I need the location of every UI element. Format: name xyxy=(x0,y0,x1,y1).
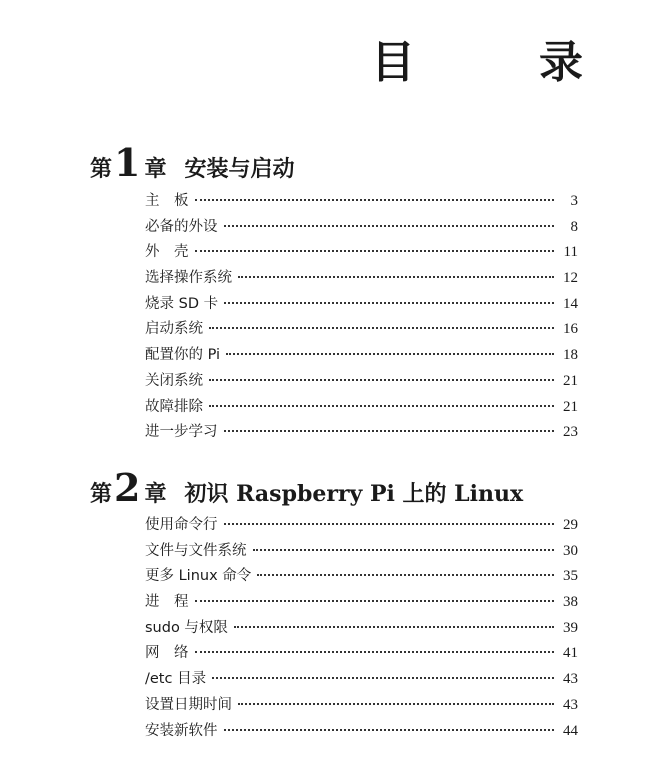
chapter-suffix: 章 xyxy=(144,156,167,182)
dot-leader xyxy=(234,626,554,628)
dot-leader xyxy=(195,250,555,252)
dot-leader xyxy=(209,379,554,381)
page-title: 目 录 xyxy=(371,37,623,88)
dot-leader xyxy=(257,574,554,576)
toc-label: 更多 Linux 命令 xyxy=(145,568,252,585)
toc-label: 文件与文件系统 xyxy=(145,542,247,559)
toc-label: 关闭系统 xyxy=(145,372,203,389)
toc-label: sudo 与权限 xyxy=(145,619,228,636)
toc-page-number: 8 xyxy=(570,218,578,235)
toc-item[interactable] xyxy=(145,513,578,539)
toc-page-number: 21 xyxy=(563,398,578,415)
toc-page-number: 21 xyxy=(563,372,578,389)
toc-item[interactable] xyxy=(145,240,578,266)
toc-label: 必备的外设 xyxy=(145,218,218,235)
toc-page-number: 41 xyxy=(563,645,578,662)
toc-page-number: 43 xyxy=(563,671,578,688)
toc-item[interactable] xyxy=(145,590,578,616)
chapter-2-toc xyxy=(145,513,578,744)
chapter-title: 初识 Raspberry Pi 上的 Linux xyxy=(184,481,524,507)
toc-item[interactable] xyxy=(145,539,578,565)
toc-page-number: 18 xyxy=(563,347,578,364)
toc-page-number: 30 xyxy=(563,542,578,559)
toc-page-number: 43 xyxy=(563,696,578,713)
toc-page-number: 44 xyxy=(563,722,578,739)
toc-page-number: 38 xyxy=(563,594,578,611)
toc-item[interactable] xyxy=(145,189,578,215)
toc-page-number: 23 xyxy=(563,424,578,441)
dot-leader xyxy=(195,199,555,201)
dot-leader xyxy=(238,276,554,278)
toc-label: 设置日期时间 xyxy=(145,696,232,713)
toc-label: 配置你的 Pi xyxy=(145,347,221,364)
toc-item[interactable] xyxy=(145,317,578,343)
chapter-1-heading[interactable] xyxy=(90,140,295,185)
toc-item[interactable] xyxy=(145,719,578,745)
dot-leader xyxy=(224,225,555,227)
toc-label: 使用命令行 xyxy=(145,517,218,533)
toc-label: 网 络 xyxy=(145,645,189,662)
toc-page-number: 39 xyxy=(563,619,578,636)
chapter-suffix: 章 xyxy=(144,481,167,507)
chapter-number: 2 xyxy=(114,465,141,510)
dot-leader xyxy=(238,703,554,705)
toc-item[interactable] xyxy=(145,292,578,318)
toc-item[interactable] xyxy=(145,693,578,719)
toc-label: 安装新软件 xyxy=(145,722,218,739)
toc-item[interactable] xyxy=(145,215,578,241)
dot-leader xyxy=(195,651,555,653)
toc-item[interactable] xyxy=(145,343,578,369)
chapter-number: 1 xyxy=(114,140,141,185)
toc-page-number: 14 xyxy=(563,295,578,312)
toc-label: 外 壳 xyxy=(145,244,189,261)
chapter-title: 安装与启动 xyxy=(184,156,295,182)
toc-page-number: 16 xyxy=(563,321,578,338)
toc-item[interactable] xyxy=(145,369,578,395)
dot-leader xyxy=(224,729,555,731)
chapter-prefix: 第 xyxy=(90,481,113,507)
toc-label: /etc 目录 xyxy=(145,671,207,688)
chapter-2-heading[interactable] xyxy=(90,465,523,510)
toc-page-number: 11 xyxy=(563,244,578,261)
toc-label: 进一步学习 xyxy=(145,424,218,441)
dot-leader xyxy=(212,677,554,679)
dot-leader xyxy=(209,327,554,329)
dot-leader xyxy=(195,600,555,602)
toc-label: 故障排除 xyxy=(145,398,203,415)
toc-label: 启动系统 xyxy=(145,321,203,338)
toc-page-number: 12 xyxy=(563,270,578,287)
toc-label: 主 板 xyxy=(145,193,189,209)
dot-leader xyxy=(224,430,555,432)
toc-page-number: 35 xyxy=(563,568,578,585)
dot-leader xyxy=(226,353,554,355)
toc-label: 烧录 SD 卡 xyxy=(145,295,219,312)
toc-page-number: 3 xyxy=(570,193,578,209)
toc-page-number: 29 xyxy=(563,517,578,533)
dot-leader xyxy=(209,405,554,407)
chapter-prefix: 第 xyxy=(90,156,113,182)
dot-leader xyxy=(253,549,555,551)
toc-item[interactable] xyxy=(145,667,578,693)
toc-item[interactable] xyxy=(145,420,578,446)
toc-item[interactable] xyxy=(145,616,578,642)
toc-label: 进 程 xyxy=(145,594,189,611)
toc-item[interactable] xyxy=(145,266,578,292)
dot-leader xyxy=(224,302,554,304)
toc-item[interactable] xyxy=(145,395,578,421)
dot-leader xyxy=(224,523,555,525)
toc-item[interactable] xyxy=(145,564,578,590)
chapter-1-toc xyxy=(145,189,578,446)
toc-item[interactable] xyxy=(145,641,578,667)
toc-label: 选择操作系统 xyxy=(145,270,232,287)
